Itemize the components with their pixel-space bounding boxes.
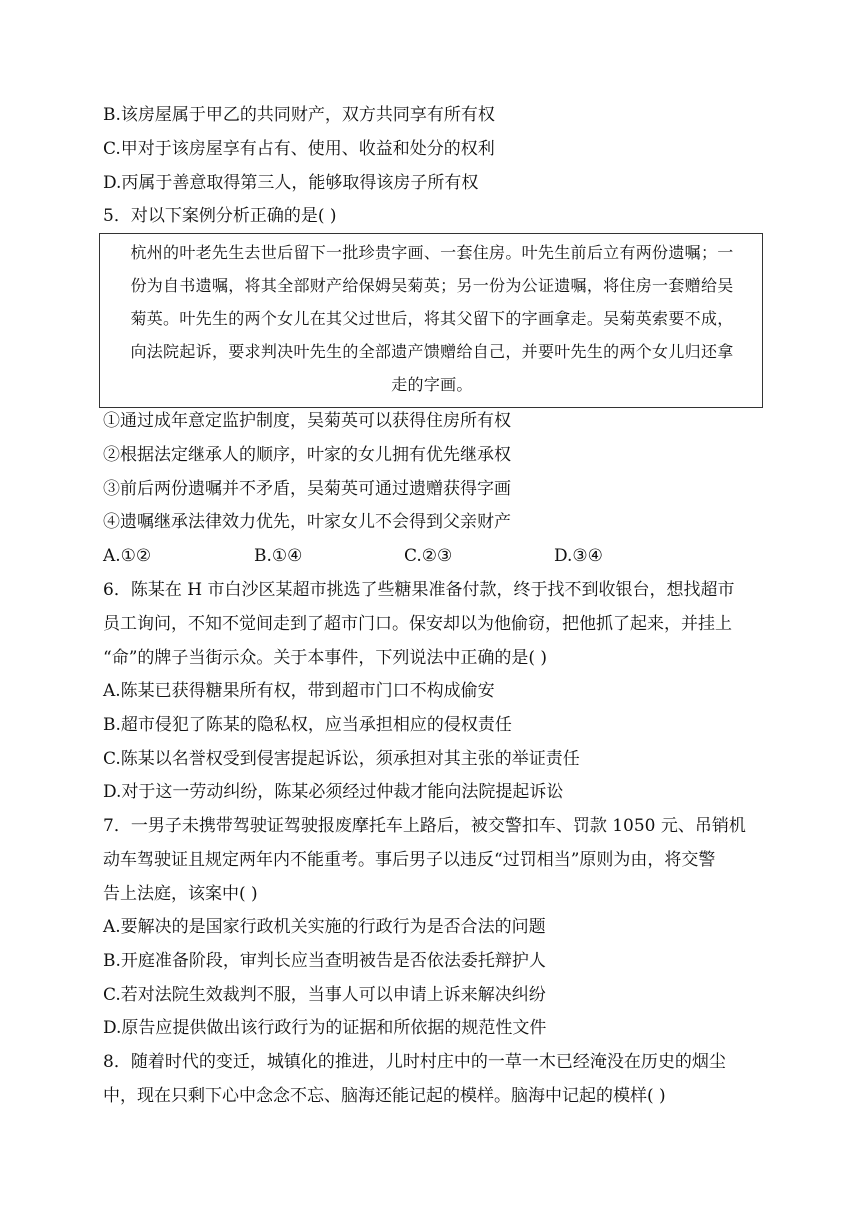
q6-stem-line: 员工询问，不知不觉间走到了超市门口。保安却以为他偷窃，把他抓了起来，并挂上 bbox=[103, 614, 732, 634]
q4-option-b: B.该房屋属于甲乙的共同财产，双方共同享有所有权 bbox=[103, 105, 495, 125]
q6-option-c: C.陈某以名誉权受到侵害提起诉讼，须承担对其主张的举证责任 bbox=[103, 749, 580, 769]
q7-stem-line: 告上法庭，该案中( ) bbox=[103, 884, 258, 904]
q5-case-box bbox=[99, 233, 763, 408]
q5-stem: 5．对以下案例分析正确的是( ) bbox=[103, 206, 337, 226]
q4-option-c: C.甲对于该房屋享有占有、使用、收益和处分的权利 bbox=[103, 139, 495, 159]
q5-choice-b: B.①④ bbox=[254, 546, 303, 566]
q6-stem-line: “命”的牌子当街示众。关于本事件，下列说法中正确的是( ) bbox=[103, 648, 548, 668]
q7-stem-line: 7．一男子未携带驾驶证驾驶报废摩托车上路后，被交警扣车、罚款 1050 元、吊销机 bbox=[103, 816, 746, 836]
q5-case-line: 走的字画。 bbox=[391, 375, 473, 394]
q8-stem-line: 中，现在只剩下心中念念不忘、脑海还能记起的模样。脑海中记起的模样( ) bbox=[103, 1086, 666, 1106]
q5-case-line: 份为自书遗嘱，将其全部财产给保姆吴菊英；另一份为公证遗嘱，将住房一套赠给吴 bbox=[130, 276, 734, 295]
q5-statement-1: ①通过成年意定监护制度，吴菊英可以获得住房所有权 bbox=[103, 411, 511, 431]
q7-stem-line: 动车驾驶证且规定两年内不能重考。事后男子以违反“过罚相当”原则为由，将交警 bbox=[103, 850, 716, 870]
q8-stem-line: 8．随着时代的变迁，城镇化的推进，儿时村庄中的一草一木已经淹没在历史的烟尘 bbox=[103, 1052, 726, 1072]
q7-option-d: D.原告应提供做出该行政行为的证据和所依据的规范性文件 bbox=[103, 1018, 547, 1038]
q4-option-d: D.丙属于善意取得第三人，能够取得该房子所有权 bbox=[103, 173, 479, 193]
q6-option-d: D.对于这一劳动纠纷，陈某必须经过仲裁才能向法院提起诉讼 bbox=[103, 782, 564, 802]
q7-option-a: A.要解决的是国家行政机关实施的行政行为是否合法的问题 bbox=[103, 917, 546, 937]
q5-choice-d: D.③④ bbox=[554, 546, 603, 566]
q6-option-a: A.陈某已获得糖果所有权，带到超市门口不构成偷安 bbox=[103, 681, 495, 701]
q5-choice-a: A.①② bbox=[103, 546, 152, 566]
q5-choice-c: C.②③ bbox=[404, 546, 453, 566]
q5-case-line: 菊英。叶先生的两个女儿在其父过世后，将其父留下的字画拿走。吴菊英索要不成， bbox=[130, 309, 734, 328]
q5-case-line: 向法院起诉，要求判决叶先生的全部遗产馈赠给自己，并要叶先生的两个女儿归还拿 bbox=[130, 342, 734, 361]
q7-option-b: B.开庭准备阶段，审判长应当查明被告是否依法委托辩护人 bbox=[103, 951, 546, 971]
q6-option-b: B.超市侵犯了陈某的隐私权，应当承担相应的侵权责任 bbox=[103, 715, 512, 735]
q5-statement-2: ②根据法定继承人的顺序，叶家的女儿拥有优先继承权 bbox=[103, 445, 511, 465]
q5-statement-4: ④遗嘱继承法律效力优先，叶家女儿不会得到父亲财产 bbox=[103, 512, 511, 532]
q5-case-line: 杭州的叶老先生去世后留下一批珍贵字画、一套住房。叶先生前后立有两份遗嘱；一 bbox=[130, 243, 734, 262]
q5-statement-3: ③前后两份遗嘱并不矛盾，吴菊英可通过遗赠获得字画 bbox=[103, 479, 511, 499]
q6-stem-line: 6．陈某在 H 市白沙区某超市挑选了些糖果准备付款，终于找不到收银台，想找超市 bbox=[103, 580, 735, 600]
q7-option-c: C.若对法院生效裁判不服，当事人可以申请上诉来解决纠纷 bbox=[103, 985, 546, 1005]
